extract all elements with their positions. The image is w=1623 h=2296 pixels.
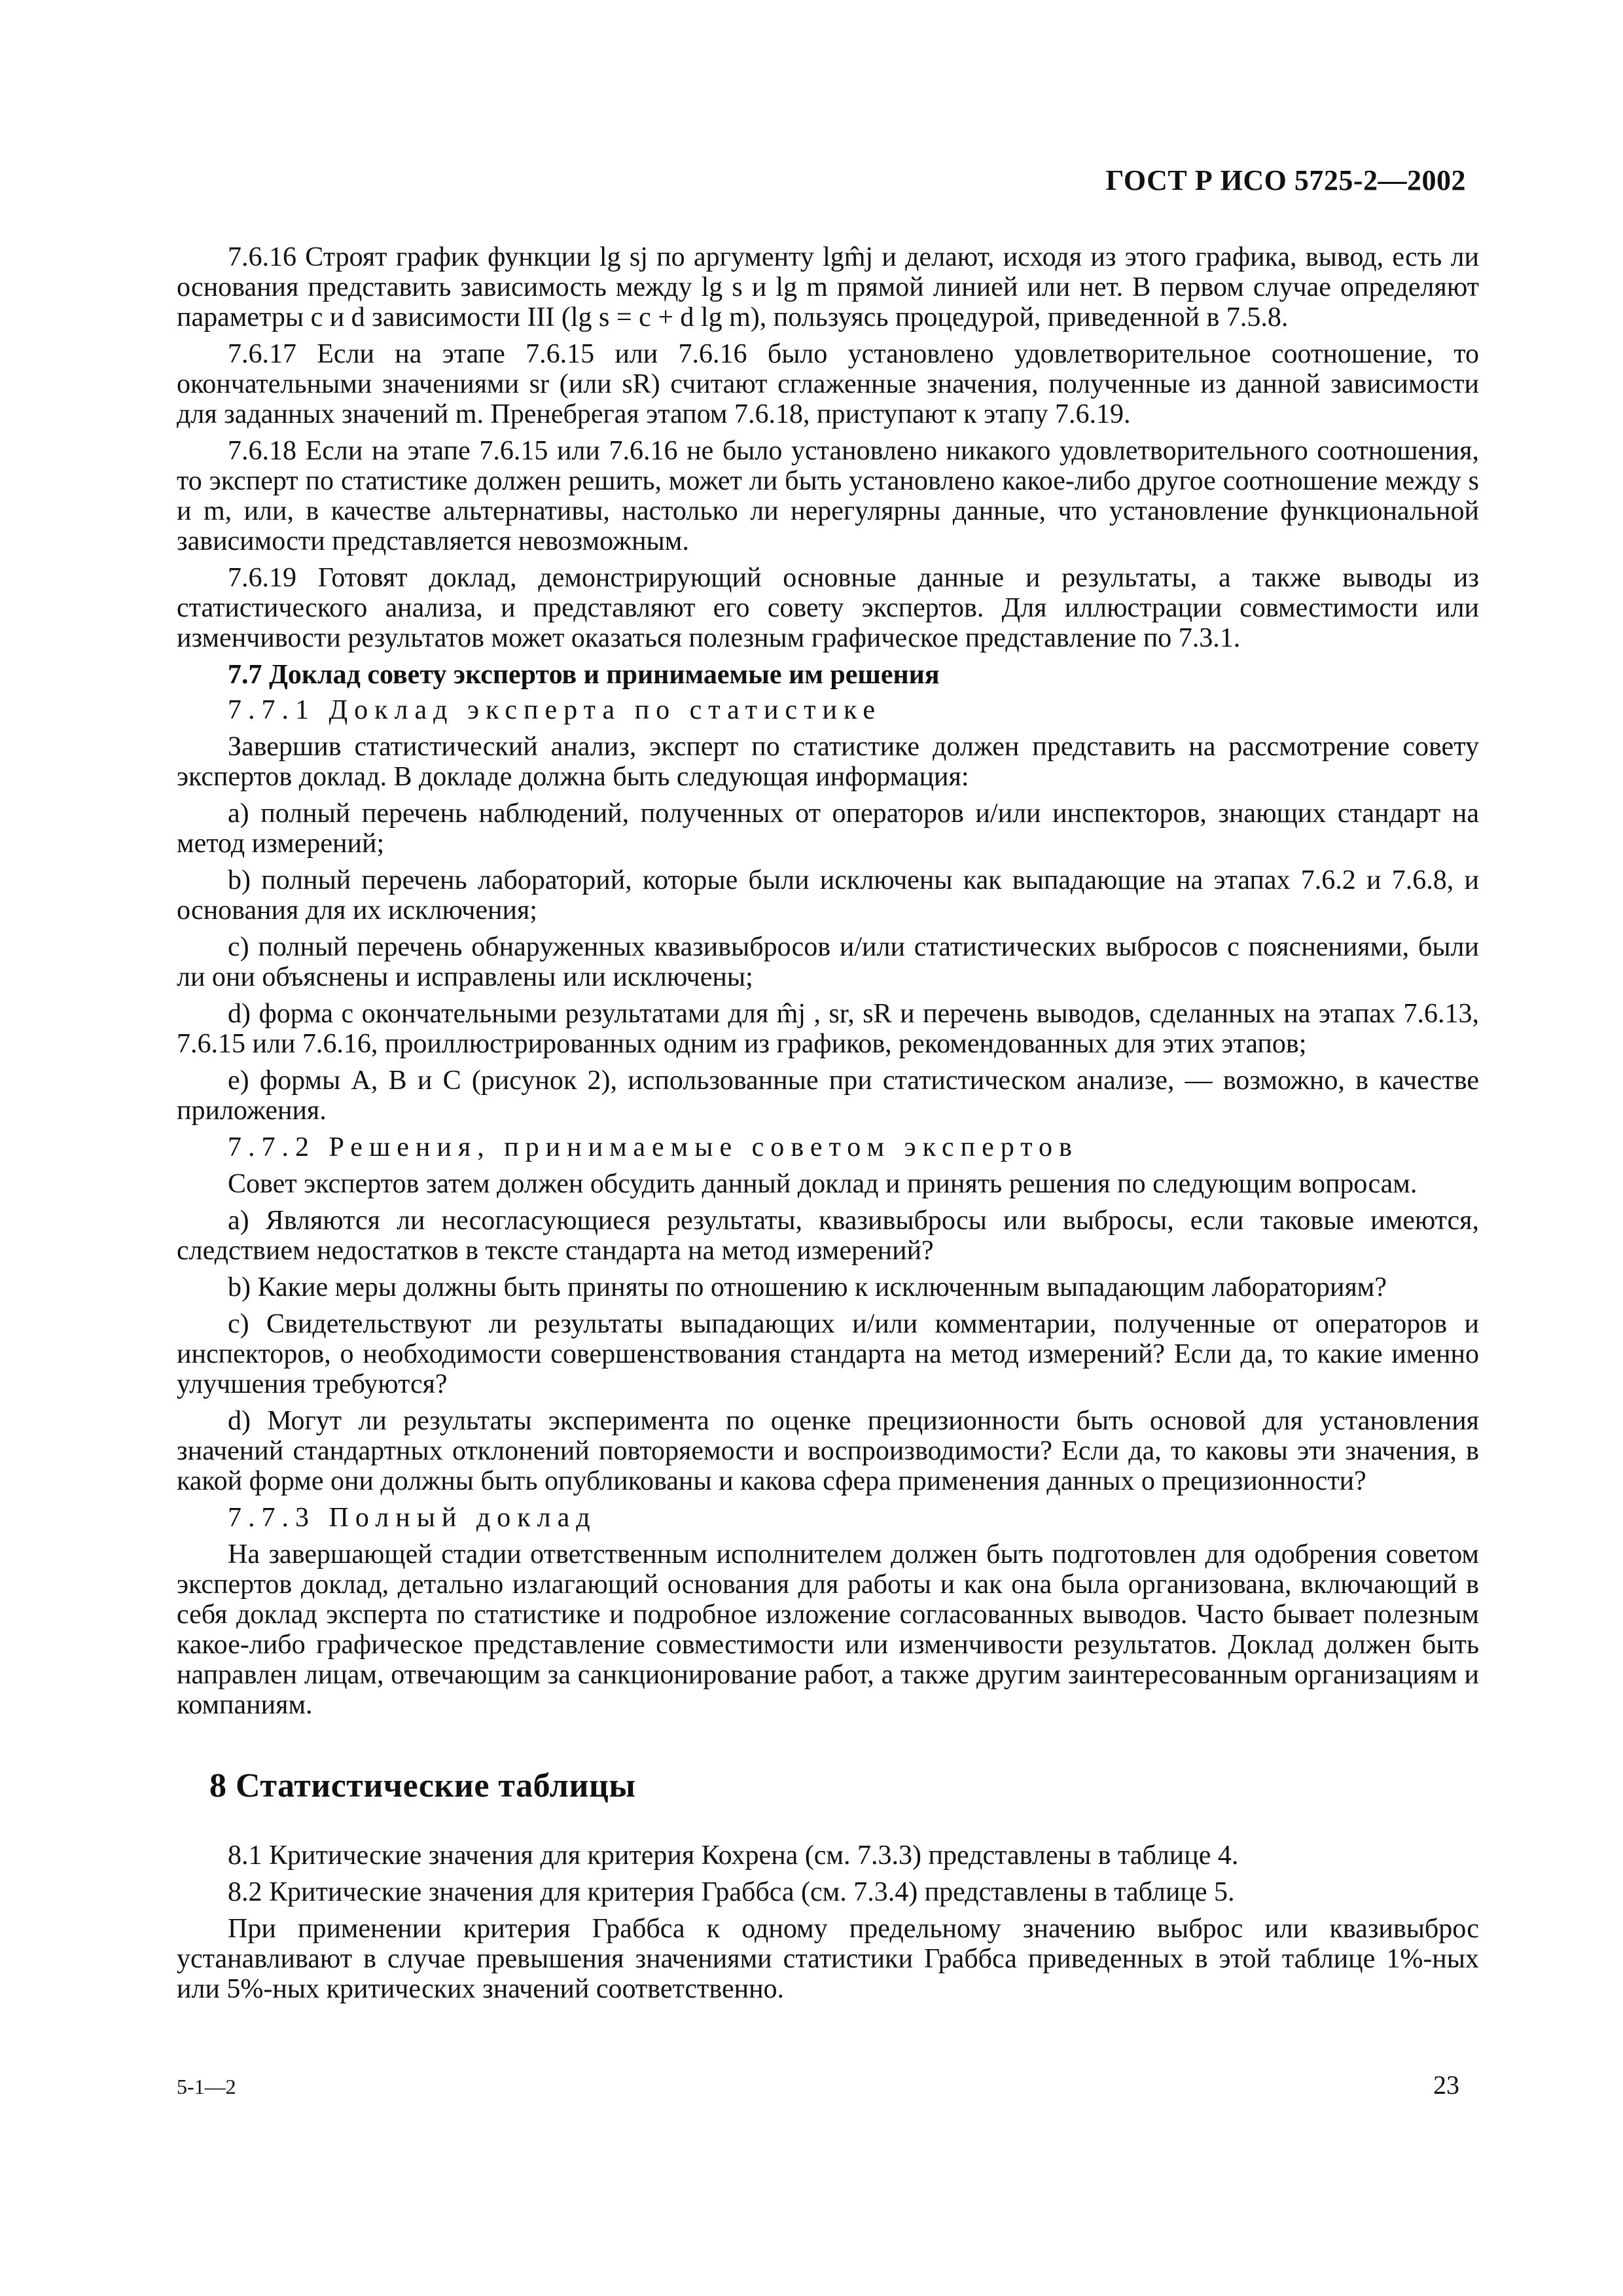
paragraph-7-6-18: 7.6.18 Если на этапе 7.6.15 или 7.6.16 не было установлено никакого удовлетворительного соотношения, то эксперт по статистике должен решить, может ли быть установлено какое-либо другое соотношение между s и m, или, в качестве альтернативы, настолько ли нерегулярны данные, что установление функциональной зависимости представляется невозможным. bbox=[177, 436, 1479, 556]
question-a: a) Являются ли несогласующиеся результаты, квазивыбросы или выбросы, если таковые имеются, следствием недостатков в тексте стандарта на метод измерений? bbox=[177, 1206, 1479, 1266]
list-item-a: a) полный перечень наблюдений, полученных от операторов и/или инспекторов, знающих стандарт на метод измерений; bbox=[177, 798, 1479, 859]
paragraph-7-7-2-intro: Совет экспертов затем должен обсудить данный доклад и принять решения по следующим вопросам. bbox=[228, 1169, 1418, 1199]
list-item-e: e) формы A, B и C (рисунок 2), использованные при статистическом анализе, — возможно, в качестве приложения. bbox=[177, 1066, 1479, 1126]
heading-7-7-1: 7.7.1 Доклад эксперта по статистике bbox=[228, 695, 882, 725]
paragraph-7-7-3: На завершающей стадии ответственным исполнителем должен быть подготовлен для одобрения советом экспертов доклад, детально излагающий основания для работы и как она была организована, включающий в себя доклад эксперта по статистике и подробное изложение согласованных выводов. Часто бывает полезным какое-либо графическое представление совместимости или изменчивости результатов. Доклад должен быть направлен лицам, отвечающим за санкционирование работ, а также другим заинтересованным организациям и компаниям. bbox=[177, 1539, 1479, 1720]
paragraph-7-7-1-intro: Завершив статистический анализ, эксперт по статистике должен представить на рассмотрение совету экспертов доклад. В докладе должна быть следующая информация: bbox=[177, 732, 1479, 792]
list-item-d: d) форма с окончательными результатами для m̂j , sr, sR и перечень выводов, сделанных на этапах 7.6.13, 7.6.15 или 7.6.16, проиллюстрированных одним из графиков, рекомендованных для этих этапов; bbox=[177, 999, 1479, 1059]
footer-code: 5-1—2 bbox=[177, 2075, 236, 2098]
list-item-c: c) полный перечень обнаруженных квазивыбросов и/или статистических выбросов с пояснениями, были ли они объяснены и исправлены или исключены; bbox=[177, 932, 1479, 992]
paragraph-7-6-16: 7.6.16 Строят график функции lg sj по аргументу lgm̂j и делают, исходя из этого графика, вывод, есть ли основания представить зависимость между lg s и lg m прямой линией или нет. В первом случае определяют параметры c и d зависимости III (lg s = c + d lg m), пользуясь процедурой, приведенной в 7.5.8. bbox=[177, 242, 1479, 332]
question-c: c) Свидетельствуют ли результаты выпадающих и/или комментарии, полученные от операторов и инспекторов, о необходимости совершенствования стандарта на метод измерений? Если да, то какие именно улучшения требуются? bbox=[177, 1309, 1479, 1399]
question-d: d) Могут ли результаты эксперимента по оценке прецизионности быть основой для установления значений стандартных отклонений повторяемости и воспроизводимости? Если да, то каковы эти значения, в какой форме они должны быть опубликованы и какова сфера применения данных о прецизионности? bbox=[177, 1406, 1479, 1496]
heading-7-7: 7.7 Доклад совету экспертов и принимаемые им решения bbox=[228, 660, 940, 690]
document-header: ГОСТ Р ИСО 5725-2—2002 bbox=[1105, 164, 1466, 196]
question-b: b) Какие меры должны быть приняты по отношению к исключенным выпадающим лабораториям? bbox=[228, 1272, 1387, 1302]
heading-7-7-3: 7.7.3 Полный доклад bbox=[228, 1503, 597, 1533]
heading-7-7-2: 7.7.2 Решения, принимаемые советом экспертов bbox=[228, 1132, 1079, 1162]
paragraph-7-6-19: 7.6.19 Готовят доклад, демонстрирующий основные данные и результаты, а также выводы из статистического анализа, и представляют его совету экспертов. Для иллюстрации совместимости или изменчивости результатов может оказаться полезным графическое представление по 7.3.1. bbox=[177, 563, 1479, 653]
list-item-b: b) полный перечень лабораторий, которые были исключены как выпадающие на этапах 7.6.2 и 7.6.8, и основания для их исключения; bbox=[177, 865, 1479, 925]
paragraph-8-1: 8.1 Критические значения для критерия Кохрена (см. 7.3.3) представлены в таблице 4. bbox=[228, 1840, 1239, 1871]
section-title-8: 8 Статистические таблицы bbox=[209, 1767, 636, 1804]
paragraph-7-6-17: 7.6.17 Если на этапе 7.6.15 или 7.6.16 было установлено удовлетворительное соотношение, то окончательными значениями sr (или sR) считают сглаженные значения, полученные из данной зависимости для заданных значений m. Пренебрегая этапом 7.6.18, приступают к этапу 7.6.19. bbox=[177, 339, 1479, 429]
page-number: 23 bbox=[1433, 2070, 1459, 2100]
page-body bbox=[177, 242, 1479, 2011]
paragraph-8-2: 8.2 Критические значения для критерия Граббса (см. 7.3.4) представлены в таблице 5. bbox=[228, 1877, 1235, 1907]
paragraph-8-grubbs: При применении критерия Граббса к одному предельному значению выброс или квазивыброс устанавливают в случае превышения значениями статистики Граббса приведенных в этой таблице 1%-ных или 5%-ных критических значений соответственно. bbox=[177, 1914, 1479, 2004]
